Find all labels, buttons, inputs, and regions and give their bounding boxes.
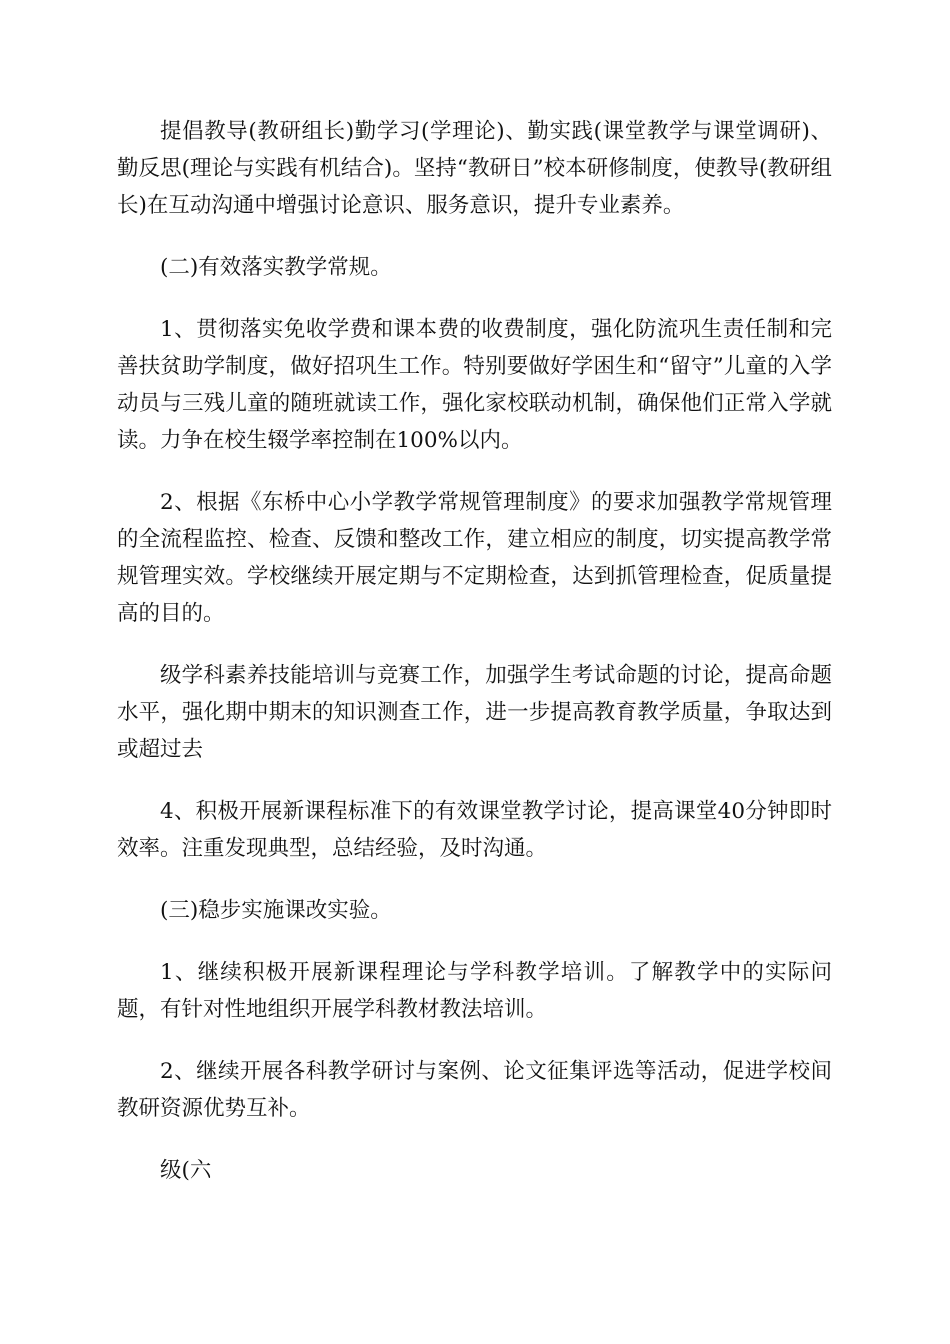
document-page	[117, 113, 832, 1214]
paragraph-reform-item-2: 2、继续开展各科教学研讨与案例、论文征集评选等活动，促进学校间教研资源优势互补。	[117, 1059, 832, 1121]
section-heading-2: (二)有效落实教学常规。	[160, 255, 392, 280]
section-heading-3: (三)稳步实施课改实验。	[160, 898, 392, 923]
paragraph-fragment: 级(六	[160, 1158, 212, 1183]
paragraph-item-2: 2、根据《东桥中心小学教学常规管理制度》的要求加强教学常规管理的全流程监控、检查、反馈和整改工作，建立相应的制度，切实提高教学常规管理实效。学校继续开展定期与不定期检查，达到抓管理检查，促质量提高的目的。	[117, 490, 832, 626]
paragraph-item-1: 1、贯彻落实免收学费和课本费的收费制度，强化防流巩生责任制和完善扶贫助学制度，做好招巩生工作。特别要做好学困生和“留守”儿童的入学动员与三残儿童的随班就读工作，强化家校联动机制，确保他们正常入学就读。力争在校生辍学率控制在100%以内。	[117, 317, 832, 453]
paragraph-reform-item-1: 1、继续积极开展新课程理论与学科教学培训。了解教学中的实际问题，有针对性地组织开展学科教材教法培训。	[117, 960, 832, 1022]
paragraph-skills-training: 级学科素养技能培训与竞赛工作，加强学生考试命题的讨论，提高命题水平，强化期中期末的知识测查工作，进一步提高教育教学质量，争取达到或超过去	[117, 663, 832, 762]
paragraph-item-4: 4、积极开展新课程标准下的有效课堂教学讨论，提高课堂40分钟即时效率。注重发现典型，总结经验，及时沟通。	[117, 799, 832, 861]
paragraph-teaching-staff: 提倡教导(教研组长)勤学习(学理论)、勤实践(课堂教学与课堂调研)、勤反思(理论与实践有机结合)。坚持“教研日”校本研修制度，使教导(教研组长)在互动沟通中增强讨论意识、服务意识，提升专业素养。	[117, 119, 832, 218]
